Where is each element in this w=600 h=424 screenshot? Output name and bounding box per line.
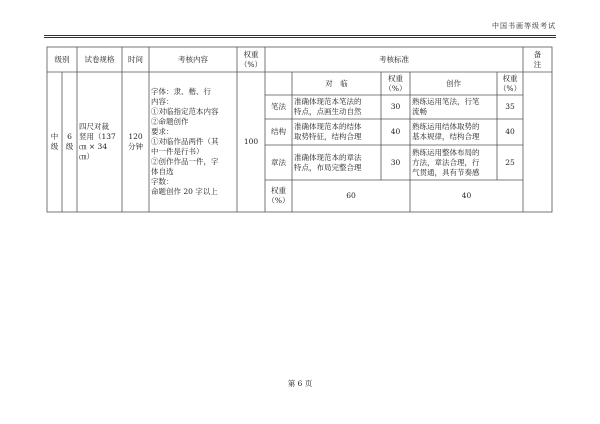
criteria-create: 熟练运用笔法，行笔 流畅 [412, 97, 480, 116]
criteria-name: 笔法 [271, 102, 286, 111]
criteria-name: 章法 [271, 157, 286, 167]
totals-label: 权重 （%） [267, 186, 290, 205]
criteria-copy-weight: 30 [390, 157, 401, 167]
subheader-create-weight: 权重 （%） [498, 73, 522, 93]
subheader-copy: 对 临 [325, 78, 348, 88]
criteria-copy: 准确体现范本的章法 特点，布局完整合理 [294, 152, 362, 172]
header-time: 时间 [128, 54, 143, 64]
exam-weight: 100 [243, 137, 259, 146]
criteria-copy: 准确体现范本的结体 取势特征，结构合理 [294, 122, 362, 141]
criteria-copy-weight: 40 [390, 127, 401, 136]
header-standard: 考核标准 [379, 54, 409, 64]
level-number: 6 级 [65, 132, 74, 151]
paper-spec: 四尺对裁 竖用（137 ㎝ × 34 ㎝） [79, 122, 116, 161]
criteria-create-weight: 25 [505, 157, 515, 167]
subheader-create: 创作 [446, 78, 461, 88]
exam-time: 120 分钟 [128, 132, 143, 151]
header-weight: 权重 （%） [239, 49, 263, 69]
totals-copy: 60 [346, 191, 356, 200]
page-number: 第 6 页 [287, 379, 313, 388]
exam-content: 字体：隶、楷、行 内容： ①对临指定范本内容 ②命题创作 要求： ①对临作品两件（其 中一件是行书） ②创作作品一件，字 体自选 字数： 命题创作 20 字以上 [151, 87, 219, 196]
criteria-create: 熟练运用结体取势的 基本规律，结构合理 [412, 122, 480, 141]
header-title: 中国书画等级考试 [492, 22, 556, 30]
header-remark: 备 注 [533, 49, 542, 69]
criteria-name: 结构 [271, 127, 286, 136]
criteria-create: 熟练运用整体布局的 方法，章法合理，行 气贯通，具有节奏感 [412, 147, 480, 177]
header-level: 级别 [54, 54, 70, 64]
criteria-create-weight: 35 [505, 102, 515, 111]
criteria-copy: 准确体现范本笔法的 特点，点画生动自然 [294, 97, 362, 116]
subheader-copy-weight: 权重 （%） [384, 73, 407, 93]
header-content: 考核内容 [178, 54, 208, 64]
level-tier: 中 级 [50, 132, 59, 151]
criteria-create-weight: 40 [505, 127, 515, 136]
header-spec: 试卷规格 [84, 54, 115, 64]
criteria-copy-weight: 30 [390, 102, 401, 111]
totals-create: 40 [461, 191, 472, 200]
